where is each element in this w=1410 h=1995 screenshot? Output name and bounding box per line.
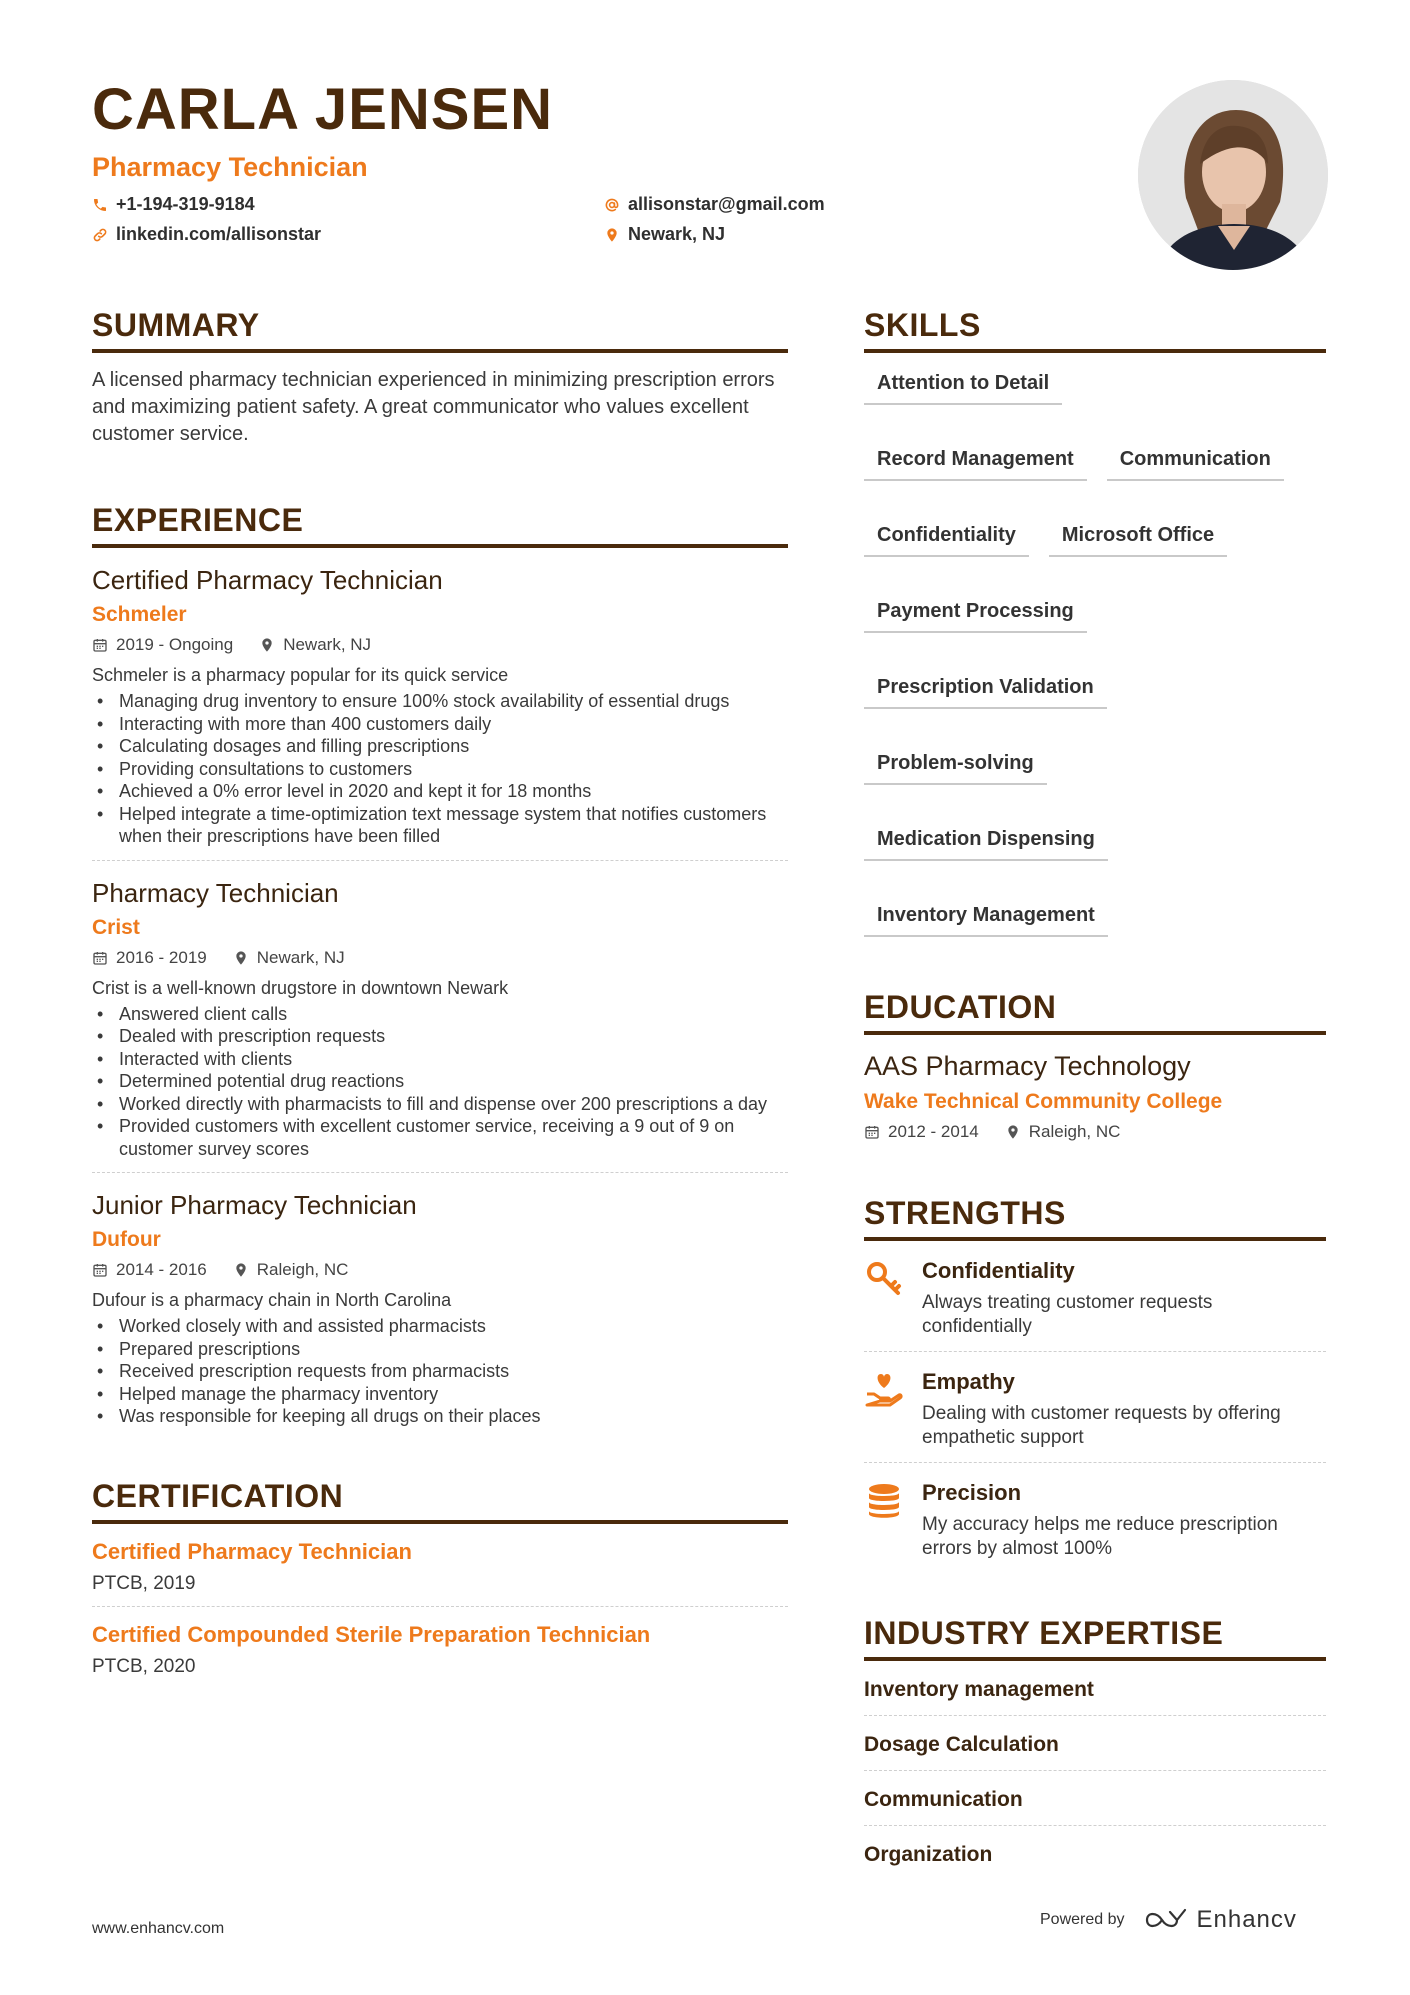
job-dates-text: 2019 - Ongoing xyxy=(116,635,234,654)
location-pin-icon xyxy=(233,1262,249,1278)
job-bullets xyxy=(92,690,788,848)
job-title: Pharmacy Technician xyxy=(92,877,339,908)
job-entry xyxy=(92,548,788,861)
skill-tag: Confidentiality xyxy=(864,517,1029,557)
strengths-heading: STRENGTHS xyxy=(864,1193,1326,1241)
contact-email[interactable] xyxy=(604,194,825,215)
education-dates-text: 2012 - 2014 xyxy=(888,1122,979,1141)
education-section xyxy=(864,987,1326,1143)
job-bullets xyxy=(92,1003,788,1161)
strength-entry xyxy=(864,1241,1326,1352)
contact-linkedin[interactable] xyxy=(92,224,321,245)
job-location-text: Newark, NJ xyxy=(283,635,372,654)
candidate-name: CARLA JENSEN xyxy=(92,77,554,142)
job-dates xyxy=(92,1259,207,1281)
education-location xyxy=(1005,1121,1121,1143)
calendar-icon xyxy=(864,1124,880,1140)
job-meta xyxy=(92,1259,788,1281)
job-bullet: • Dealed with prescription requests xyxy=(92,1025,788,1048)
strength-icon-wrap xyxy=(864,1257,908,1339)
link-icon xyxy=(92,227,108,243)
job-bullet: • Prepared prescriptions xyxy=(92,1338,788,1361)
resume-header xyxy=(92,78,1142,254)
job-bullet: • Worked closely with and assisted pharmacists xyxy=(92,1315,788,1338)
education-degree: AAS Pharmacy Technology xyxy=(864,1051,1191,1081)
contact-phone xyxy=(92,194,255,215)
hand-heart-icon xyxy=(864,1370,904,1410)
job-bullets xyxy=(92,1315,788,1428)
strength-icon-wrap xyxy=(864,1479,908,1561)
education-dates xyxy=(864,1121,979,1143)
job-bullet: • Providing consultations to customers xyxy=(92,758,788,781)
skill-tag: Payment Processing xyxy=(864,593,1087,633)
contact-info xyxy=(92,194,992,254)
brand-logo[interactable] xyxy=(1143,1906,1297,1934)
strength-body xyxy=(922,1479,1326,1561)
job-meta xyxy=(92,634,788,656)
certification-entry xyxy=(92,1607,788,1689)
brand-name: Enhancv xyxy=(1196,1906,1297,1933)
job-bullet: • Determined potential drug reactions xyxy=(92,1070,788,1093)
location-pin-icon xyxy=(259,637,275,653)
phone-icon xyxy=(92,197,108,213)
strength-icon-wrap xyxy=(864,1368,908,1450)
job-description: Schmeler is a pharmacy popular for its quick service xyxy=(92,665,509,685)
job-bullet: • Answered client calls xyxy=(92,1003,788,1026)
footer-website[interactable]: www.enhancv.com xyxy=(92,1920,225,1937)
profile-photo xyxy=(1138,80,1328,270)
job-dates-text: 2014 - 2016 xyxy=(116,1260,207,1279)
strength-title: Precision xyxy=(922,1480,1022,1505)
job-bullet: • Interacting with more than 400 customers daily xyxy=(92,713,788,736)
phone-text: +1-194-319-9184 xyxy=(116,194,255,214)
skill-tag: Problem-solving xyxy=(864,745,1047,785)
strength-body xyxy=(922,1368,1326,1450)
email-text: allisonstar@gmail.com xyxy=(628,194,825,214)
certification-heading: CERTIFICATION xyxy=(92,1476,788,1524)
certification-title: Certified Pharmacy Technician xyxy=(92,1538,412,1564)
job-bullet: • Provided customers with excellent customer service, receiving a 9 out of 9 on customer survey scores xyxy=(92,1115,788,1160)
job-bullet: • Worked directly with pharmacists to fill and dispense over 200 prescriptions a day xyxy=(92,1093,788,1116)
experience-heading: EXPERIENCE xyxy=(92,500,788,548)
job-title: Junior Pharmacy Technician xyxy=(92,1190,417,1220)
at-icon xyxy=(604,197,620,213)
job-company: Schmeler xyxy=(92,603,187,626)
strength-entry xyxy=(864,1352,1326,1463)
education-heading: EDUCATION xyxy=(864,987,1326,1035)
strength-description: My accuracy helps me reduce prescription errors by almost 100% xyxy=(922,1514,1278,1559)
location-pin-icon xyxy=(1005,1124,1021,1140)
experience-section xyxy=(92,500,788,1440)
skill-tag: Microsoft Office xyxy=(1049,517,1227,557)
job-entry xyxy=(92,1173,788,1440)
summary-section xyxy=(92,305,788,448)
job-bullet: • Helped manage the pharmacy inventory xyxy=(92,1383,788,1406)
skill-tag: Prescription Validation xyxy=(864,669,1107,709)
location-pin-icon xyxy=(604,227,620,243)
calendar-icon xyxy=(92,637,108,653)
skills-heading: SKILLS xyxy=(864,305,1326,353)
industry-expertise-section xyxy=(864,1613,1326,1880)
job-location xyxy=(259,634,371,656)
skill-tag: Inventory Management xyxy=(864,897,1108,937)
strength-description: Always treating customer requests confidentially xyxy=(922,1292,1213,1337)
job-location xyxy=(233,1259,349,1281)
key-icon xyxy=(864,1259,904,1299)
enhancv-logo-icon xyxy=(1143,1907,1189,1933)
job-location xyxy=(233,947,345,969)
job-dates-text: 2016 - 2019 xyxy=(116,947,207,967)
job-company: Crist xyxy=(92,915,140,939)
certification-issuer: PTCB, 2020 xyxy=(92,1655,196,1677)
industry-expertise-heading: INDUSTRY EXPERTISE xyxy=(864,1613,1326,1661)
strength-title: Confidentiality xyxy=(922,1258,1075,1283)
job-title: Certified Pharmacy Technician xyxy=(92,565,443,595)
skill-tag: Communication xyxy=(1107,441,1284,481)
job-entry xyxy=(92,861,788,1174)
skill-tag: Medication Dispensing xyxy=(864,821,1108,861)
strength-description: Dealing with customer requests by offering empathetic support xyxy=(922,1403,1281,1448)
education-location-text: Raleigh, NC xyxy=(1028,1122,1121,1141)
candidate-role: Pharmacy Technician xyxy=(92,152,368,182)
right-column xyxy=(864,305,1326,1880)
strength-body xyxy=(922,1257,1326,1339)
footer-branding xyxy=(1040,1906,1297,1934)
expertise-item: Communication xyxy=(864,1771,1326,1826)
job-bullet: • Calculating dosages and filling prescriptions xyxy=(92,735,788,758)
certification-title: Certified Compounded Sterile Preparation Technician xyxy=(92,1621,651,1647)
expertise-item: Organization xyxy=(864,1843,993,1866)
job-description: Crist is a well-known drugstore in downtown Newark xyxy=(92,977,509,998)
summary-heading: SUMMARY xyxy=(92,305,788,353)
job-location-text: Newark, NJ xyxy=(256,947,345,967)
job-bullet: • Achieved a 0% error level in 2020 and kept it for 18 months xyxy=(92,780,788,803)
certification-entry xyxy=(92,1524,788,1607)
education-meta xyxy=(864,1121,1326,1143)
strength-title: Empathy xyxy=(922,1369,1015,1394)
expertise-item: Dosage Calculation xyxy=(864,1716,1326,1771)
skills-section xyxy=(864,305,1326,937)
job-bullet: • Managing drug inventory to ensure 100% stock availability of essential drugs xyxy=(92,690,788,713)
job-dates xyxy=(92,634,233,656)
strengths-section xyxy=(864,1193,1326,1573)
linkedin-text: linkedin.com/allisonstar xyxy=(116,224,322,244)
job-company: Dufour xyxy=(92,1228,161,1251)
avatar xyxy=(1138,80,1328,270)
skill-tag: Attention to Detail xyxy=(864,365,1062,405)
certification-issuer: PTCB, 2019 xyxy=(92,1572,196,1594)
education-school: Wake Technical Community College xyxy=(864,1090,1223,1113)
database-icon xyxy=(864,1481,904,1521)
certification-section xyxy=(92,1476,788,1689)
job-bullet: • Helped integrate a time-optimization text message system that notifies customers when their prescriptions have been filled xyxy=(92,803,788,848)
summary-text: A licensed pharmacy technician experienced in minimizing prescription errors and maximizing patient safety. A great communicator who values excellent customer service. xyxy=(92,369,775,445)
strength-entry xyxy=(864,1463,1326,1573)
calendar-icon xyxy=(92,950,108,966)
powered-by-label: Powered by xyxy=(1040,1911,1125,1928)
skills-list xyxy=(864,365,1326,937)
job-bullet: • Was responsible for keeping all drugs on their places xyxy=(92,1405,788,1428)
job-description: Dufour is a pharmacy chain in North Carolina xyxy=(92,1290,452,1310)
location-text: Newark, NJ xyxy=(628,224,726,244)
left-column xyxy=(92,305,788,1689)
job-meta xyxy=(92,947,788,969)
calendar-icon xyxy=(92,1262,108,1278)
contact-location xyxy=(604,224,725,245)
job-bullet: • Received prescription requests from pharmacists xyxy=(92,1360,788,1383)
job-bullet: • Interacted with clients xyxy=(92,1048,788,1071)
skill-tag: Record Management xyxy=(864,441,1087,481)
location-pin-icon xyxy=(233,950,249,966)
expertise-item: Inventory management xyxy=(864,1661,1326,1716)
job-dates xyxy=(92,947,207,969)
job-location-text: Raleigh, NC xyxy=(256,1260,349,1279)
